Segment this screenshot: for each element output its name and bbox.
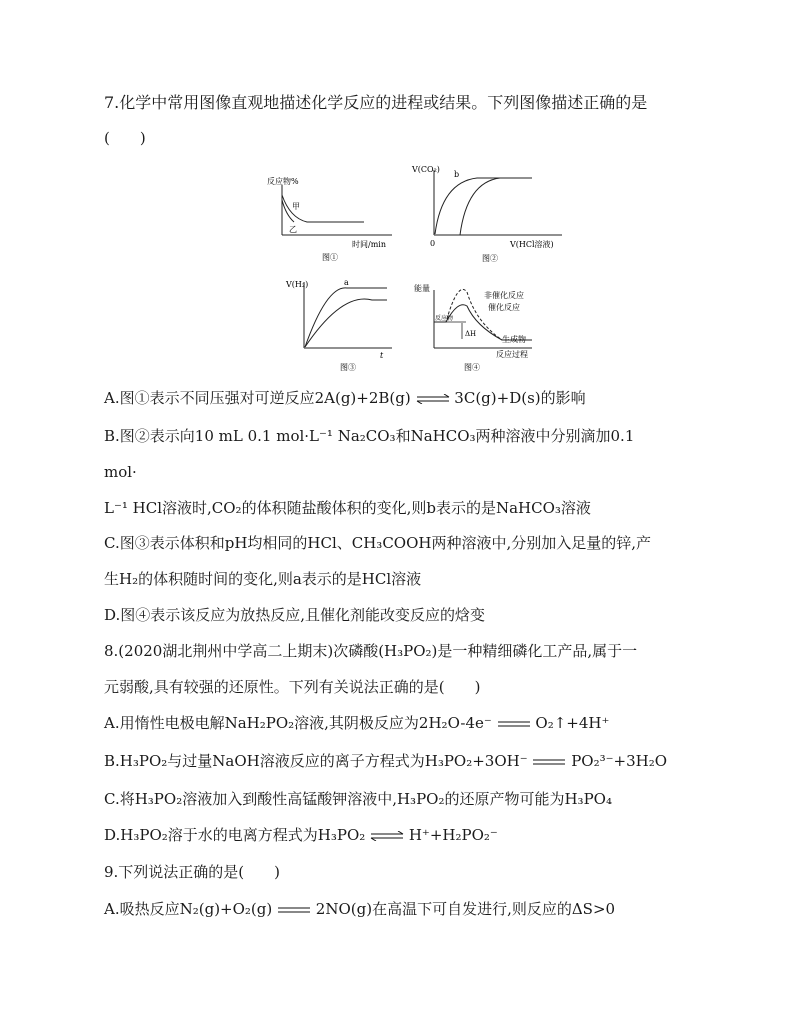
fig4-xlabel: 反应过程 <box>496 350 528 359</box>
fig2-label-b: b <box>454 170 460 179</box>
fig3-caption: 图③ <box>340 363 356 372</box>
q7-figures <box>262 160 562 375</box>
q8-option-b-text1: B.H₃PO₂与过量NaOH溶液反应的离子方程式为H₃PO₂+3OH⁻ <box>104 752 528 770</box>
equals-arrow-icon <box>497 719 531 729</box>
fig4-ylabel: 能量 <box>414 284 430 293</box>
fig1-ylabel: 反应物% <box>267 177 299 186</box>
fig2-ylabel: V(CO₂) <box>412 165 440 174</box>
fig4-legend-uncatalyzed: 非催化反应 <box>484 291 524 300</box>
q9-option-a-text2: 2NO(g)在高温下可自发进行,则反应的ΔS>0 <box>315 900 616 918</box>
q7-option-a-text2: 3C(g)+D(s)的影响 <box>454 389 586 407</box>
fig4-product: 生成物 <box>502 335 526 344</box>
fig1-caption: 图① <box>322 253 338 262</box>
fig4-dh: ΔH <box>465 330 477 338</box>
figure-4 <box>414 283 532 372</box>
q8-option-d-text2: H⁺+H₂PO₂⁻ <box>408 826 498 844</box>
q7-option-c-line2: 生H₂的体积随时间的变化,则a表示的是HCl溶液 <box>104 570 422 588</box>
fig4-caption: 图④ <box>464 363 480 372</box>
q8-option-b-text2: PO₂³⁻+3H₂O <box>571 752 668 770</box>
fig1-label-yi: 乙 <box>289 225 297 234</box>
q9-stem: 9.下列说法正确的是( ) <box>104 863 281 881</box>
fig3-curve-a <box>305 288 387 347</box>
q7-option-a-text1: A.图①表示不同压强对可逆反应2A(g)+2B(g) <box>104 389 411 407</box>
q8-option-a-text2: O₂↑+4H⁺ <box>535 714 610 732</box>
q9-option-a <box>104 899 615 919</box>
fig4-legend-catalyzed: 催化反应 <box>488 303 520 312</box>
q8-stem-line2: 元弱酸,具有较强的还原性。下列有关说法正确的是( ) <box>104 678 481 696</box>
fig1-label-jia: 甲 <box>292 202 300 211</box>
fig3-xlabel: t <box>380 351 384 360</box>
q7-option-c-line1: C.图③表示体积和pH均相同的HCl、CH₃COOH两种溶液中,分别加入足量的锌,产 <box>104 534 652 552</box>
q7-answer-blank: ( ) <box>104 129 146 147</box>
equals-arrow-icon <box>277 905 311 915</box>
equilibrium-arrow-icon <box>416 394 450 404</box>
q8-option-b <box>104 751 667 771</box>
figure-3 <box>285 278 392 372</box>
fig2-origin: 0 <box>430 239 436 248</box>
fig2-xlabel: V(HCl溶液) <box>510 240 554 249</box>
q9-option-a-text1: A.吸热反应N₂(g)+O₂(g) <box>104 900 273 918</box>
fig3-curve-2 <box>305 299 387 347</box>
q8-option-d <box>104 825 498 845</box>
q7-option-b-line3: L⁻¹ HCl溶液时,CO₂的体积随盐酸体积的变化,则b表示的是NaHCO₃溶液 <box>104 499 591 517</box>
figure-2 <box>411 165 562 263</box>
fig2-curve-b <box>435 178 532 234</box>
fig3-ylabel: V(H₂) <box>286 280 309 289</box>
q8-option-c: C.将H₃PO₂溶液加入到酸性高锰酸钾溶液中,H₃PO₂的还原产物可能为H₃PO₄ <box>104 790 612 808</box>
q8-stem-line1: 8.(2020湖北荆州中学高二上期末)次磷酸(H₃PO₂)是一种精细磷化工产品,属于一 <box>104 642 638 660</box>
equilibrium-arrow-icon <box>370 831 404 841</box>
fig2-curve-2 <box>460 178 532 235</box>
q8-option-d-text1: D.H₃PO₂溶于水的电离方程式为H₃PO₂ <box>104 826 366 844</box>
q8-option-a <box>104 713 609 733</box>
fig4-reactant: 反应物 <box>435 315 454 322</box>
fig2-caption: 图② <box>482 254 498 263</box>
q7-option-d: D.图④表示该反应为放热反应,且催化剂能改变反应的焓变 <box>104 606 486 624</box>
q8-option-a-text1: A.用惰性电极电解NaH₂PO₂溶液,其阴极反应为2H₂O-4e⁻ <box>104 714 492 732</box>
q7-option-b-line2: mol· <box>104 463 137 481</box>
q7-option-a <box>104 388 586 408</box>
figure-1 <box>267 176 392 262</box>
q7-option-b-line1: B.图②表示向10 mL 0.1 mol·L⁻¹ Na₂CO₃和NaHCO₃两种溶液中分别滴加0.1 <box>104 427 635 445</box>
equals-arrow-icon <box>532 757 566 767</box>
fig3-label-a: a <box>344 278 349 287</box>
q7-stem: 7.化学中常用图像直观地描述化学反应的进程或结果。下列图像描述正确的是 <box>104 93 648 112</box>
fig1-xlabel: 时间/min <box>352 240 386 249</box>
